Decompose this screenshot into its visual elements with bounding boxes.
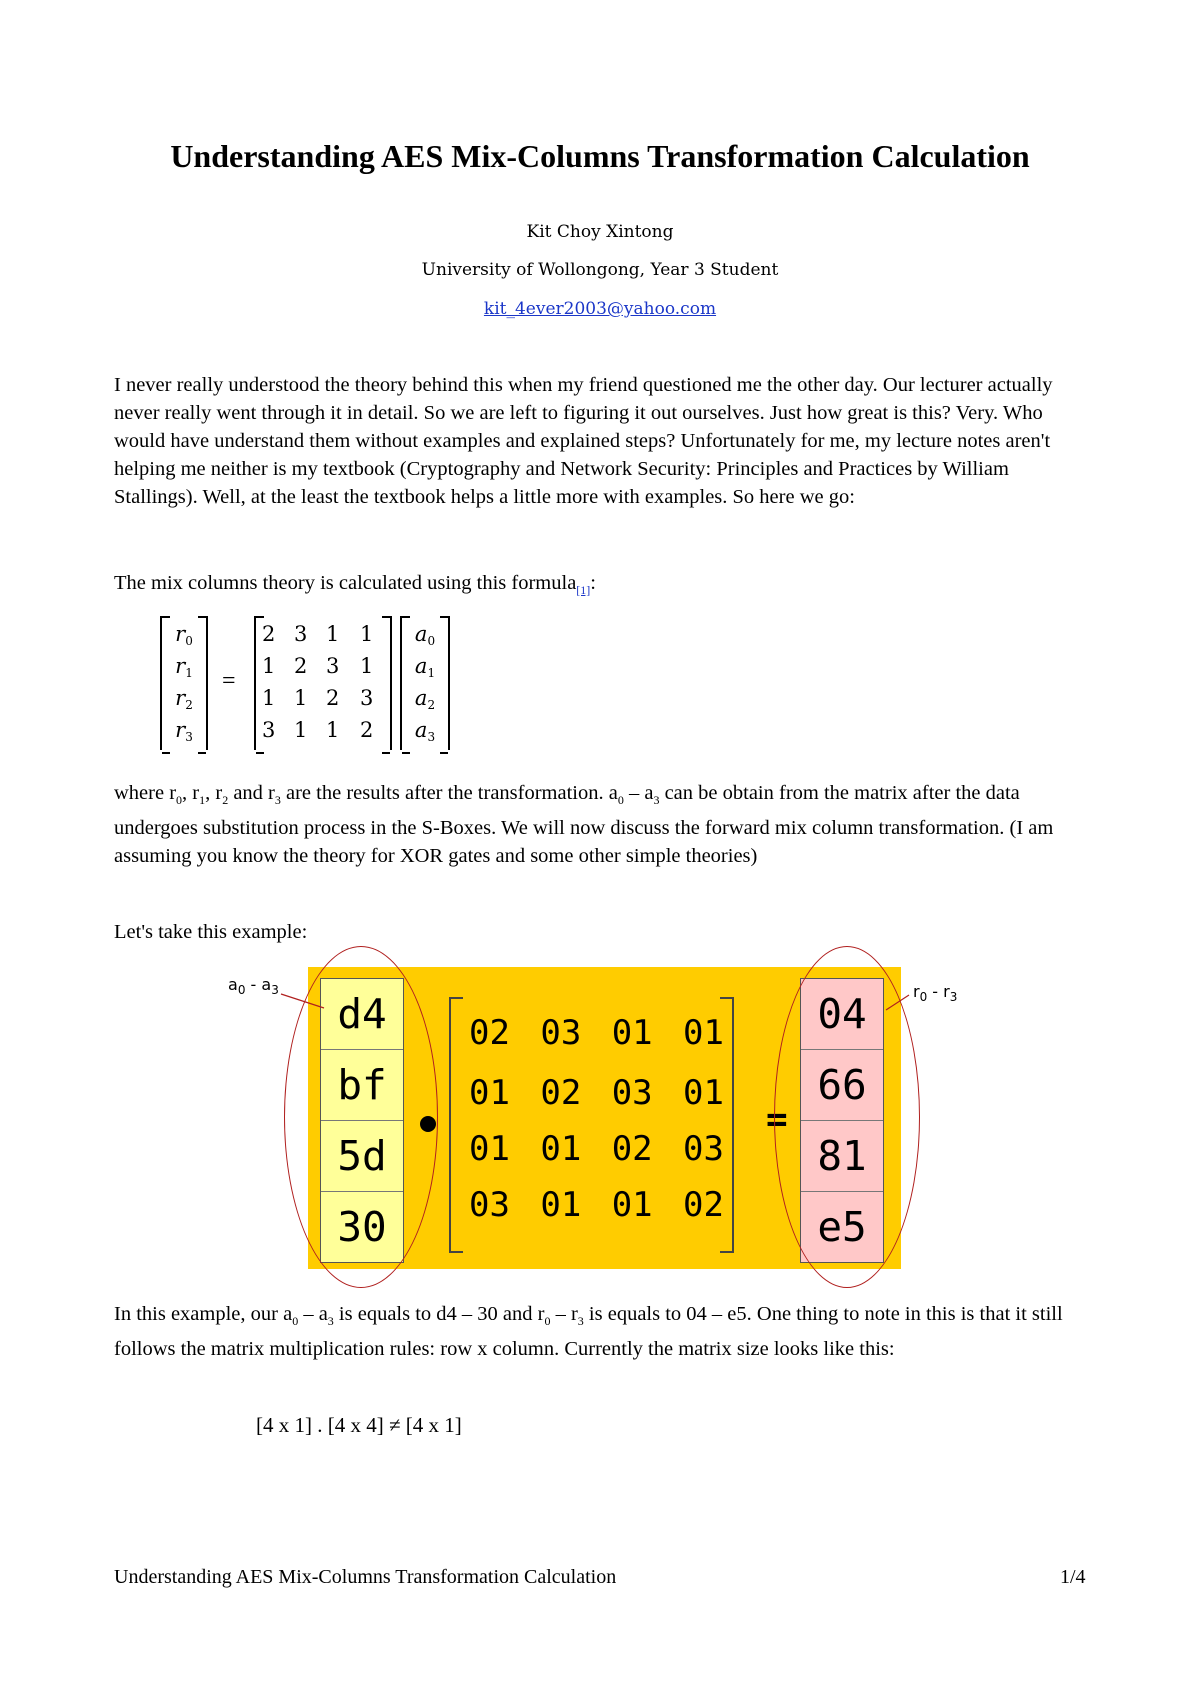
formula-intro-text: The mix columns theory is calculated using this formula	[114, 572, 577, 594]
input-highlight-ellipse	[284, 946, 438, 1288]
matrix-byte: 01	[683, 1073, 724, 1113]
input-vector	[400, 616, 450, 750]
matrix-byte: 03	[611, 1073, 653, 1113]
output-byte: e5	[817, 1203, 867, 1251]
input-byte: bf	[321, 1050, 403, 1121]
input-entry: a3	[414, 718, 436, 744]
matrix-byte: 02	[540, 1073, 582, 1113]
result-entry: r2	[175, 686, 193, 712]
example-explanation-paragraph: In this example, our $a_0 - a_3$ is equals to d4 – 30 and $r_0 - r_3$ is equals to 04 – e5. One thing to note in this is that it still follows the matrix multiplication rules: row x column. Currently the matrix size looks like this:	[114, 1303, 1063, 1361]
author-affiliation: University of Wollongong, Year 3 Student	[421, 260, 779, 280]
matrix-byte: 03	[683, 1129, 724, 1169]
matrix-row	[469, 1073, 724, 1113]
matrix-cell: 3	[262, 718, 276, 742]
left-bracket	[449, 997, 463, 1253]
result-entry: r1	[175, 654, 193, 680]
output-byte: 81	[801, 1121, 883, 1192]
matrix-cell: 2	[360, 718, 374, 742]
matrix-cell: 1	[294, 718, 308, 742]
matrix-byte: 03	[540, 1013, 582, 1053]
matrix-size-equation: [4 x 1] . [4 x 4] ≠ [4 x 1]	[256, 1413, 462, 1437]
matrix-cell: 2	[262, 622, 276, 646]
matrix-row	[469, 1129, 724, 1169]
citation-link[interactable]: [1]	[576, 583, 591, 598]
mix-matrix	[449, 997, 734, 1249]
matrix-cell: 2	[294, 654, 308, 678]
result-entry: r0	[175, 622, 193, 648]
matrix-cell: 1	[294, 686, 308, 710]
result-vector	[160, 616, 208, 750]
input-entry: a1	[414, 654, 436, 680]
author-name: Kit Choy Xintong	[526, 222, 674, 242]
matrix-cell: 1	[326, 622, 340, 646]
input-byte: d4	[321, 979, 403, 1050]
input-entry: a2	[414, 686, 436, 712]
matrix-byte: 01	[469, 1073, 510, 1113]
matrix-row	[469, 1013, 724, 1053]
matrix-cell: 1	[262, 654, 276, 678]
formula-intro-paragraph	[114, 569, 1089, 604]
document-title: Understanding AES Mix-Columns Transformation Calculation	[170, 138, 1030, 174]
page-number: 1/4	[1060, 1566, 1086, 1588]
matrix-byte: 02	[611, 1129, 653, 1169]
matrix-byte: 02	[683, 1185, 724, 1225]
formula-equals-sign: =	[222, 668, 236, 694]
matrix-cell: 3	[326, 654, 340, 678]
matrix-byte: 01	[540, 1185, 582, 1225]
matrix-byte: 01	[611, 1185, 653, 1225]
matrix-byte: 01	[469, 1129, 510, 1169]
matrix-cell: 3	[360, 686, 374, 710]
input-entry: a0	[414, 622, 436, 648]
author-email-link[interactable]: kit_4ever2003@yahoo.com	[483, 299, 717, 319]
result-entry: r3	[175, 718, 193, 744]
matrix-cell: 1	[360, 654, 374, 678]
example-intro-paragraph: Let's take this example:	[114, 921, 308, 943]
output-highlight-ellipse	[774, 946, 920, 1288]
output-byte: 66	[801, 1050, 883, 1121]
matrix-byte: 01	[683, 1013, 724, 1053]
matrix-cell: 1	[326, 718, 340, 742]
footer-title: Understanding AES Mix-Columns Transformation Calculation	[114, 1566, 617, 1588]
matrix-cell: 1	[262, 686, 276, 710]
input-byte: 5d	[321, 1121, 403, 1192]
matrix-cell: 2	[326, 686, 340, 710]
coefficient-matrix	[254, 616, 392, 750]
formula-intro-colon: :	[590, 572, 596, 594]
input-vector-label: $a_0 - a_3$	[228, 975, 279, 998]
input-byte: 30	[337, 1203, 387, 1251]
matrix-byte: 01	[540, 1129, 582, 1169]
matrix-cell: 3	[294, 622, 308, 646]
matrix-byte: 01	[611, 1013, 653, 1053]
intro-paragraph: I never really understood the theory behind this when my friend questioned me the other day. Our lecturer actually never really went through it in detail. So we are left to figuring it out ourselves. Just how great is this? Very. Who would have understand them without examples and explained steps? Unfortunately for me, my lecture notes aren't helping me neither is my textbook (Cryptography and Network Security: Principles and Practices by William Stallings). Well, at the least the textbook helps a little more with examples. So here we go:	[114, 374, 1053, 508]
example-equals-sign: =	[766, 1099, 788, 1140]
matrix-byte: 02	[469, 1013, 510, 1053]
explanation-paragraph: where $r_0$, $r_1$, $r_2$ and $r_3$ are the results after the transformation. $a_0 - a_3$ can be obtain from the matrix after the data undergoes substitution process in the S-Boxes. We will now discuss the forward mix column transformation. (I am assuming you know the theory for XOR gates and some other simple theories)	[114, 782, 1054, 868]
matrix-row	[469, 1185, 724, 1225]
matrix-cell: 1	[360, 622, 374, 646]
matrix-byte: 03	[469, 1185, 510, 1225]
output-vector-label: $r_0 - r_3$	[913, 982, 958, 1005]
output-byte: 04	[801, 979, 883, 1050]
